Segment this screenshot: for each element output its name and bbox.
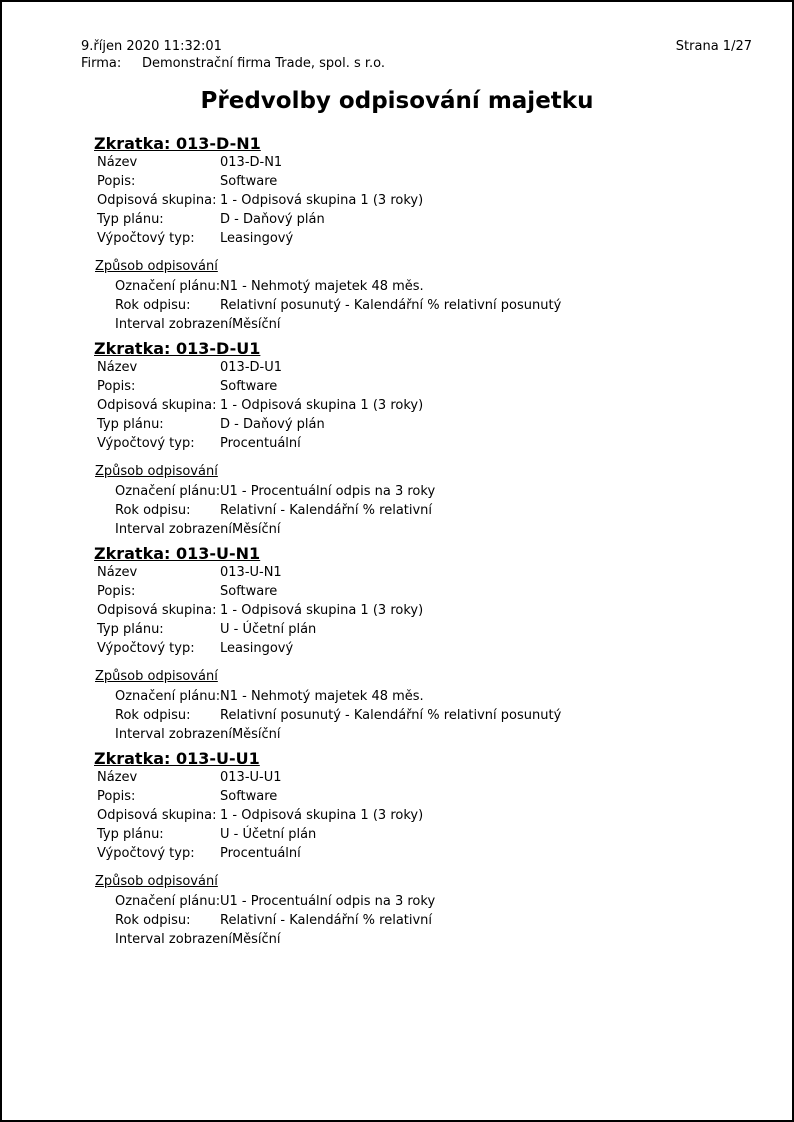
field-label-interval-zobrazeni: Interval zobrazení — [115, 317, 232, 332]
report-datetime: 9.říjen 2020 11:32:01 — [81, 39, 222, 54]
section-heading: Zkratka: 013-U-N1 — [94, 544, 261, 563]
field-value-nazev: 013-U-U1 — [220, 770, 282, 785]
field-label-typ-planu: Typ plánu: — [97, 417, 164, 432]
field-value-oznaceni-planu: U1 - Procentuální odpis na 3 roky — [220, 484, 436, 499]
field-value-odpisova-skupina: 1 - Odpisová skupina 1 (3 roky) — [220, 193, 424, 208]
field-value-vypoctovy-typ: Procentuální — [220, 436, 301, 451]
field-value-oznaceni-planu: U1 - Procentuální odpis na 3 roky — [220, 894, 436, 909]
field-value-typ-planu: U - Účetní plán — [220, 622, 317, 637]
field-label-vypoctovy-typ: Výpočtový typ: — [97, 436, 195, 451]
field-value-interval-zobrazeni: Měsíční — [231, 522, 281, 537]
depreciation-method-block — [95, 872, 792, 949]
field-row — [115, 520, 792, 539]
field-row — [97, 434, 792, 453]
field-label-odpisova-skupina: Odpisová skupina: — [97, 808, 217, 823]
field-label-popis: Popis: — [97, 789, 136, 804]
section-heading: Zkratka: 013-D-U1 — [94, 339, 261, 358]
field-value-vypoctovy-typ: Leasingový — [220, 231, 294, 246]
depreciation-method-block — [95, 257, 792, 334]
report-header-row-1 — [81, 38, 752, 55]
field-row — [115, 930, 792, 949]
field-row — [97, 229, 792, 248]
field-label-typ-planu: Typ plánu: — [97, 622, 164, 637]
field-row — [97, 153, 792, 172]
field-value-typ-planu: U - Účetní plán — [220, 827, 317, 842]
field-label-rok-odpisu: Rok odpisu: — [115, 503, 191, 518]
field-label-vypoctovy-typ: Výpočtový typ: — [97, 846, 195, 861]
field-row — [115, 911, 792, 930]
field-row — [115, 706, 792, 725]
field-label-odpisova-skupina: Odpisová skupina: — [97, 603, 217, 618]
field-value-nazev: 013-U-N1 — [220, 565, 282, 580]
field-label-vypoctovy-typ: Výpočtový typ: — [97, 641, 195, 656]
field-label-interval-zobrazeni: Interval zobrazení — [115, 522, 232, 537]
field-value-popis: Software — [220, 174, 278, 189]
field-value-interval-zobrazeni: Měsíční — [231, 932, 281, 947]
field-row — [97, 415, 792, 434]
field-row — [97, 639, 792, 658]
field-value-rok-odpisu: Relativní posunutý - Kalendářní % relativní posunutý — [220, 708, 562, 723]
field-value-oznaceni-planu: N1 - Nehmotý majetek 48 měs. — [220, 279, 424, 294]
field-row — [97, 396, 792, 415]
field-label-interval-zobrazeni: Interval zobrazení — [115, 727, 232, 742]
field-label-nazev: Název — [97, 770, 138, 785]
field-row — [97, 787, 792, 806]
field-value-odpisova-skupina: 1 - Odpisová skupina 1 (3 roky) — [220, 808, 424, 823]
field-row — [97, 601, 792, 620]
field-label-nazev: Název — [97, 360, 138, 375]
subsection-heading: Způsob odpisování — [95, 259, 218, 274]
field-label-nazev: Název — [97, 155, 138, 170]
field-value-rok-odpisu: Relativní - Kalendářní % relativní — [220, 503, 433, 518]
field-row — [97, 358, 792, 377]
field-row — [115, 277, 792, 296]
field-label-oznaceni-planu: Označení plánu: — [115, 894, 221, 909]
field-label-vypoctovy-typ: Výpočtový typ: — [97, 231, 195, 246]
field-value-popis: Software — [220, 584, 278, 599]
field-row — [115, 501, 792, 520]
field-label-typ-planu: Typ plánu: — [97, 827, 164, 842]
subsection-heading: Způsob odpisování — [95, 874, 218, 889]
page-number: Strana 1/27 — [675, 39, 752, 54]
report-title: Předvolby odpisování majetku — [200, 88, 594, 114]
field-row — [115, 296, 792, 315]
section-heading: Zkratka: 013-D-N1 — [94, 134, 261, 153]
field-row — [115, 315, 792, 334]
field-label-odpisova-skupina: Odpisová skupina: — [97, 398, 217, 413]
field-label-oznaceni-planu: Označení plánu: — [115, 279, 221, 294]
field-row — [97, 768, 792, 787]
field-row — [97, 620, 792, 639]
field-label-odpisova-skupina: Odpisová skupina: — [97, 193, 217, 208]
subsection-heading: Způsob odpisování — [95, 669, 218, 684]
field-row — [97, 210, 792, 229]
field-row — [97, 844, 792, 863]
field-value-interval-zobrazeni: Měsíční — [231, 317, 281, 332]
subsection-heading: Způsob odpisování — [95, 464, 218, 479]
field-value-odpisova-skupina: 1 - Odpisová skupina 1 (3 roky) — [220, 398, 424, 413]
field-value-oznaceni-planu: N1 - Nehmotý majetek 48 měs. — [220, 689, 424, 704]
field-label-rok-odpisu: Rok odpisu: — [115, 298, 191, 313]
field-row — [97, 172, 792, 191]
field-label-popis: Popis: — [97, 174, 136, 189]
report-header — [2, 2, 792, 72]
field-value-typ-planu: D - Daňový plán — [220, 212, 325, 227]
field-label-nazev: Název — [97, 565, 138, 580]
section-heading: Zkratka: 013-U-U1 — [94, 749, 260, 768]
field-value-rok-odpisu: Relativní posunutý - Kalendářní % relativní posunutý — [220, 298, 562, 313]
field-label-rok-odpisu: Rok odpisu: — [115, 913, 191, 928]
field-value-odpisova-skupina: 1 - Odpisová skupina 1 (3 roky) — [220, 603, 424, 618]
firm-label: Firma: — [81, 56, 122, 71]
field-row — [115, 725, 792, 744]
field-label-interval-zobrazeni: Interval zobrazení — [115, 932, 232, 947]
field-row — [97, 825, 792, 844]
field-row — [97, 563, 792, 582]
field-value-vypoctovy-typ: Leasingový — [220, 641, 294, 656]
field-label-oznaceni-planu: Označení plánu: — [115, 484, 221, 499]
field-row — [115, 482, 792, 501]
sections-list — [2, 134, 792, 949]
field-value-popis: Software — [220, 789, 278, 804]
asset-preset-section — [94, 134, 792, 334]
firm-name: Demonstrační firma Trade, spol. s r.o. — [142, 56, 386, 71]
field-row — [115, 892, 792, 911]
field-value-vypoctovy-typ: Procentuální — [220, 846, 301, 861]
field-row — [97, 582, 792, 601]
field-label-popis: Popis: — [97, 584, 136, 599]
field-row — [115, 687, 792, 706]
field-label-rok-odpisu: Rok odpisu: — [115, 708, 191, 723]
field-value-nazev: 013-D-U1 — [220, 360, 282, 375]
report-header-row-2 — [81, 55, 752, 72]
field-value-popis: Software — [220, 379, 278, 394]
depreciation-method-block — [95, 667, 792, 744]
asset-preset-section — [94, 339, 792, 539]
field-label-popis: Popis: — [97, 379, 136, 394]
field-row — [97, 806, 792, 825]
asset-preset-section — [94, 749, 792, 949]
field-value-nazev: 013-D-N1 — [220, 155, 283, 170]
field-value-rok-odpisu: Relativní - Kalendářní % relativní — [220, 913, 433, 928]
field-label-oznaceni-planu: Označení plánu: — [115, 689, 221, 704]
field-value-typ-planu: D - Daňový plán — [220, 417, 325, 432]
field-value-interval-zobrazeni: Měsíční — [231, 727, 281, 742]
depreciation-method-block — [95, 462, 792, 539]
field-row — [97, 377, 792, 396]
asset-preset-section — [94, 544, 792, 744]
field-label-typ-planu: Typ plánu: — [97, 212, 164, 227]
field-row — [97, 191, 792, 210]
